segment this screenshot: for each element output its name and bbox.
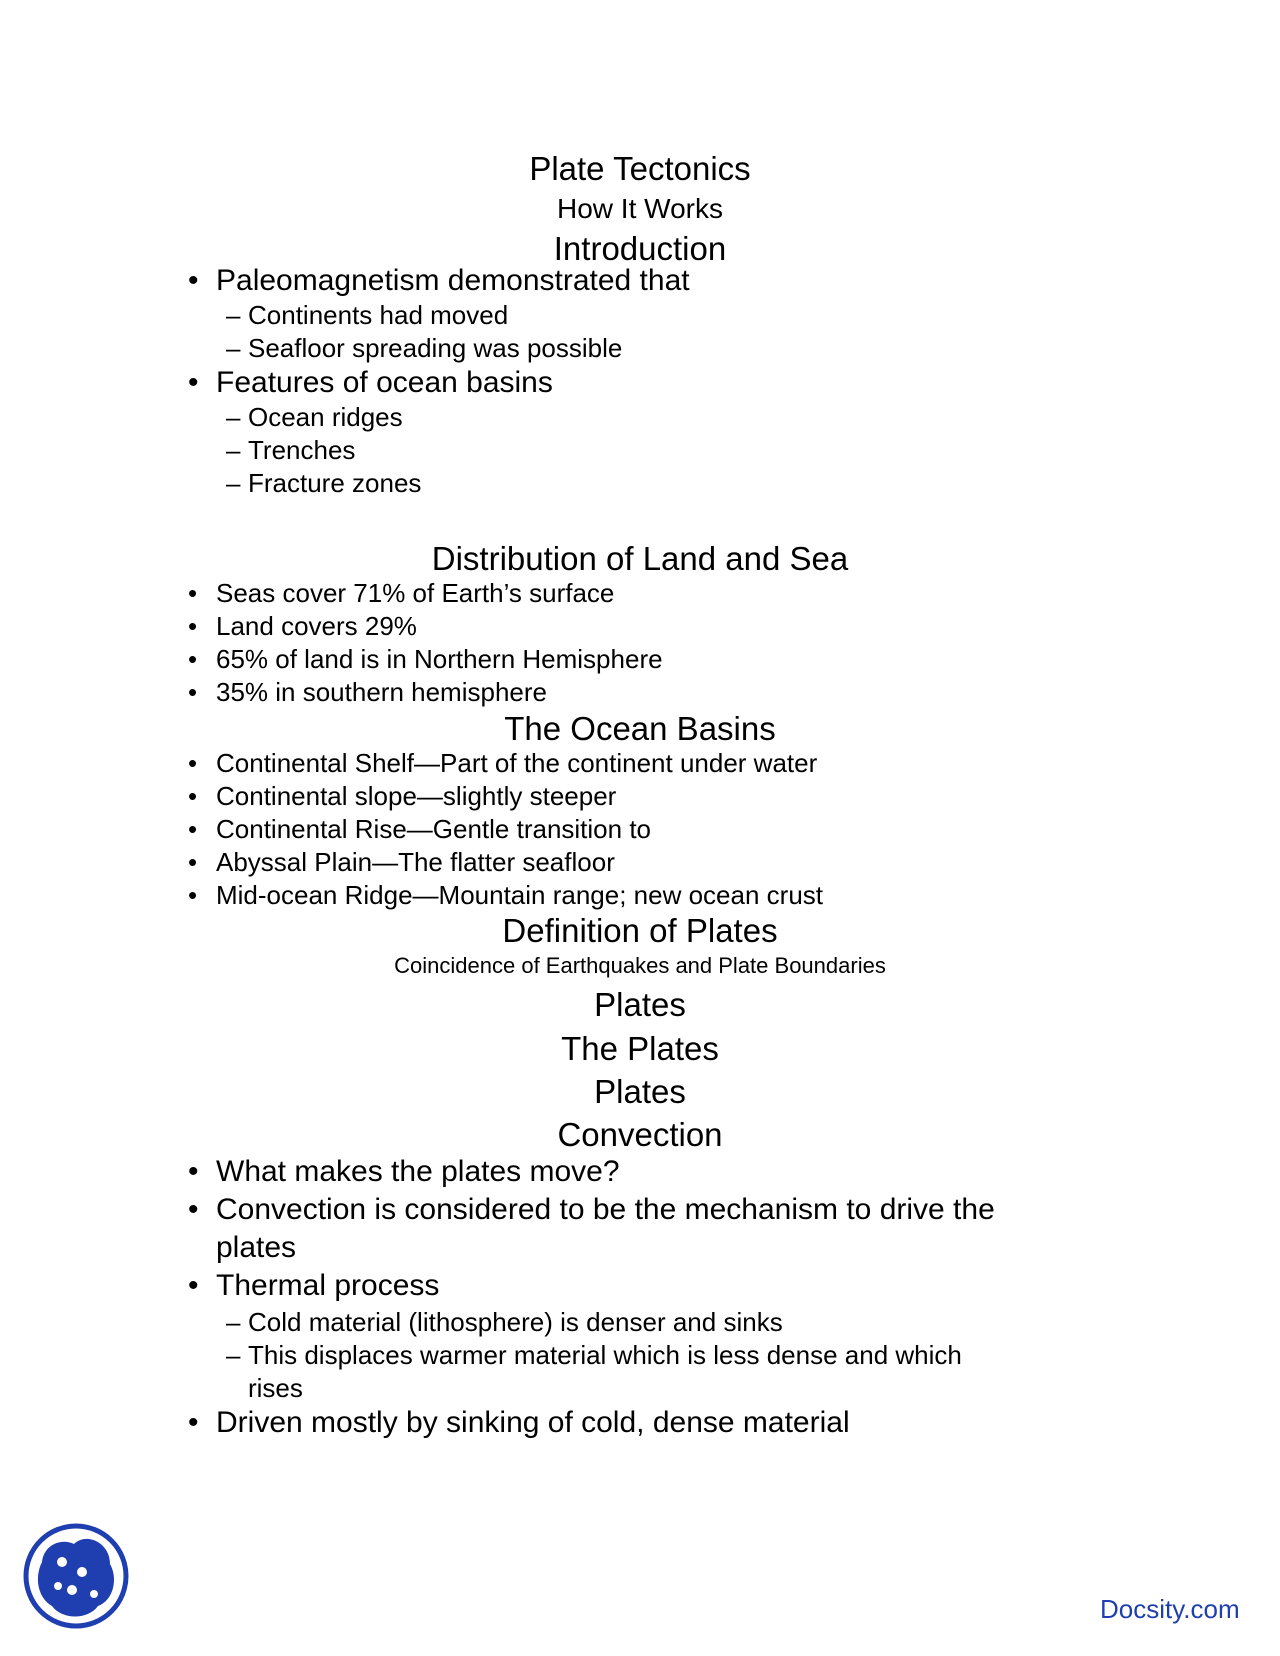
dash: –	[226, 1307, 241, 1337]
bullet: •	[188, 748, 198, 778]
bullet: •	[188, 264, 199, 297]
list-item-text: Paleomagnetism demonstrated that	[216, 264, 690, 297]
list-item-text: 65% of land is in Northern Hemisphere	[216, 644, 663, 674]
heading-definition: Definition of Plates	[502, 912, 778, 949]
list-item-text: Driven mostly by sinking of cold, dense material	[216, 1406, 850, 1439]
heading-distribution: Distribution of Land and Sea	[431, 540, 849, 577]
sub-item-text: Fracture zones	[248, 468, 422, 498]
sub-item	[226, 1307, 783, 1337]
list-item-text: 35% in southern hemisphere	[216, 677, 547, 707]
bullet: •	[188, 1155, 199, 1188]
bullet: •	[188, 880, 198, 910]
sub-item	[226, 300, 509, 330]
bullet: •	[188, 1269, 199, 1302]
bullet: •	[188, 366, 199, 399]
sub-item-text: Seafloor spreading was possible	[248, 333, 623, 363]
bullet: •	[188, 578, 198, 608]
page-subtitle: How It Works	[557, 193, 723, 224]
list-item-text: Features of ocean basins	[216, 366, 553, 399]
list-item-text: Land covers 29%	[216, 611, 417, 641]
sub-item-text: Trenches	[248, 435, 356, 465]
sub-item-text: This displaces warmer material which is less dense and which	[248, 1340, 962, 1370]
bullet: •	[188, 781, 198, 811]
bullet: •	[188, 1193, 199, 1226]
list-item-text: Seas cover 71% of Earth’s surface	[216, 578, 615, 608]
heading-plates: Plates	[594, 986, 686, 1023]
list-item-text: What makes the plates move?	[216, 1155, 620, 1188]
bullet: •	[188, 644, 198, 674]
dash: –	[226, 402, 241, 432]
dash: –	[226, 468, 241, 498]
dash: –	[226, 435, 241, 465]
bullet: •	[188, 611, 198, 641]
sub-item	[226, 468, 422, 498]
list-item-text: Continental Shelf—Part of the continent under water	[216, 748, 818, 778]
bullet: •	[188, 847, 198, 877]
sub-item	[226, 333, 623, 363]
sub-item-text: Cold material (lithosphere) is denser and sinks	[248, 1307, 783, 1337]
dash: –	[226, 1340, 241, 1370]
list-item-text: Continental slope—slightly steeper	[216, 781, 617, 811]
docsity-logo-icon[interactable]	[22, 1522, 130, 1630]
caption-definition: Coincidence of Earthquakes and Plate Boundaries	[394, 953, 886, 978]
docsity-link[interactable]: Docsity.com	[1100, 1594, 1240, 1624]
bullet: •	[188, 814, 198, 844]
dash: –	[226, 333, 241, 363]
heading-ocean-basins: The Ocean Basins	[504, 710, 776, 747]
bullet: •	[188, 677, 198, 707]
list-item-text: Abyssal Plain—The flatter seafloor	[216, 847, 615, 877]
heading-convection: Convection	[557, 1116, 723, 1153]
list-item-text: Mid-ocean Ridge—Mountain range; new ocean crust	[216, 880, 824, 910]
heading-the-plates: The Plates	[561, 1030, 719, 1067]
sub-item	[226, 1340, 962, 1370]
sub-item-text: Continents had moved	[248, 300, 509, 330]
list-item-text: Thermal process	[216, 1269, 440, 1302]
page-title: Plate Tectonics	[529, 150, 751, 187]
dash: –	[226, 300, 241, 330]
list-item-text: plates	[216, 1231, 297, 1264]
sub-item-text: Ocean ridges	[248, 402, 403, 432]
list-item-text: Convection is considered to be the mechanism to drive the	[216, 1193, 995, 1226]
sub-item-text: rises	[248, 1373, 303, 1403]
sub-item	[226, 402, 403, 432]
heading-introduction: Introduction	[553, 230, 727, 267]
list-item-text: Continental Rise—Gentle transition to	[216, 814, 652, 844]
heading-plates-2: Plates	[594, 1073, 686, 1110]
sub-item	[226, 435, 356, 465]
bullet: •	[188, 1406, 199, 1439]
